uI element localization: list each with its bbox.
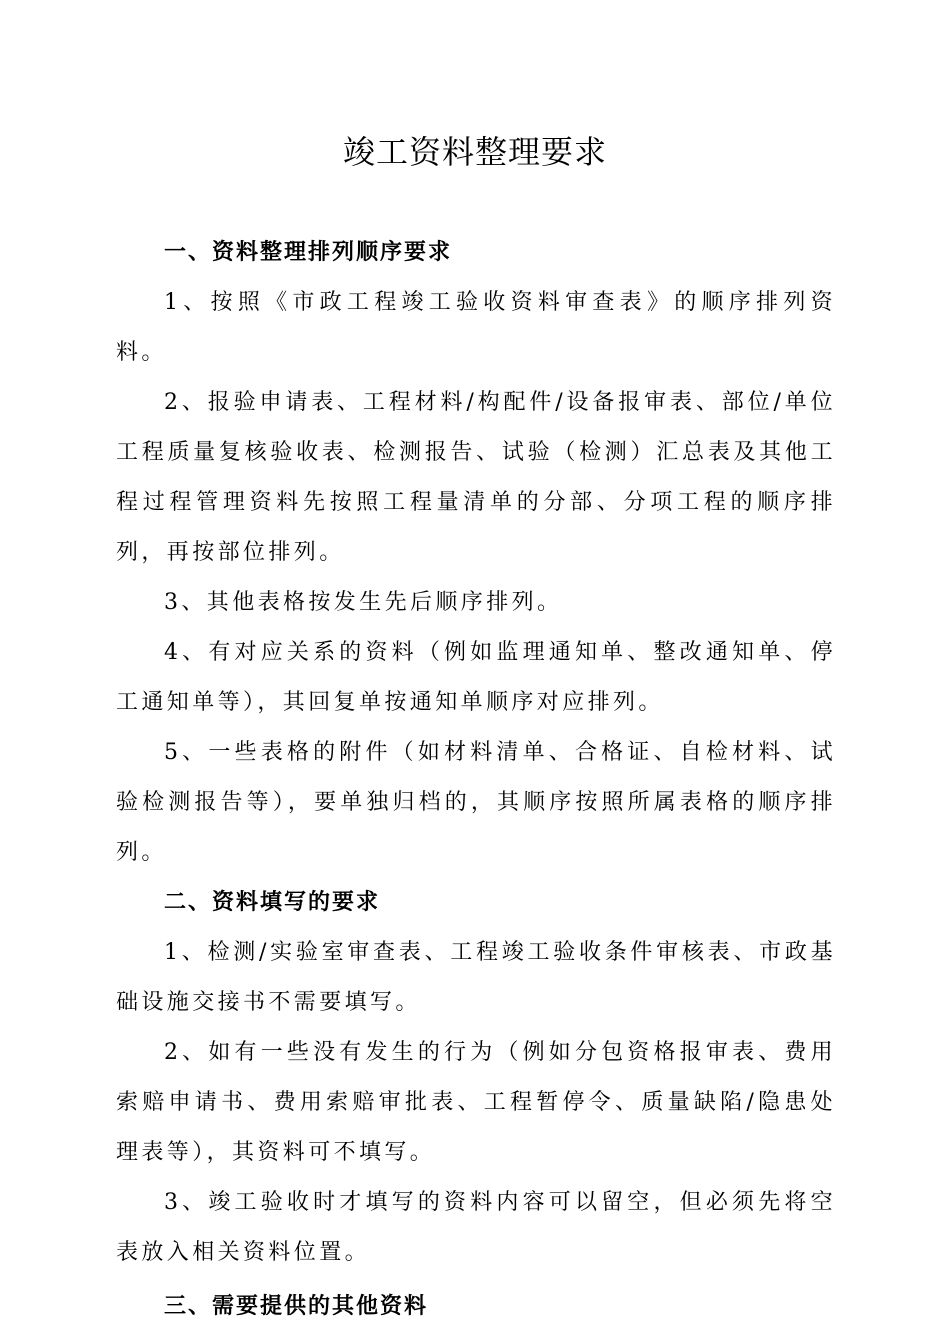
section-1-item-5: 5、一些表格的附件（如材料清单、合格证、自检材料、试验检测报告等），要单独归档的，其顺序按照所属表格的顺序排列。 xyxy=(116,740,836,865)
document-body xyxy=(116,228,836,1332)
section-1-item-2: 2、报验申请表、工程材料/构配件/设备报审表、部位/单位工程质量复核验收表、检测报告、试验（检测）汇总表及其他工程过程管理资料先按照工程量清单的分部、分项工程的顺序排列，再按部位排列。 xyxy=(116,390,836,565)
document-title: 竣工资料整理要求 xyxy=(342,133,607,171)
section-heading-1: 一、资料整理排列顺序要求 xyxy=(164,240,453,265)
section-1-item-4: 4、有对应关系的资料（例如监理通知单、整改通知单、停工通知单等），其回复单按通知单顺序对应排列。 xyxy=(116,640,836,715)
section-1-item-1: 1、按照《市政工程竣工验收资料审查表》的顺序排列资料。 xyxy=(116,290,836,365)
section-2-item-1: 1、检测/实验室审查表、工程竣工验收条件审核表、市政基础设施交接书不需要填写。 xyxy=(116,940,836,1015)
section-2-item-2: 2、如有一些没有发生的行为（例如分包资格报审表、费用索赔申请书、费用索赔审批表、工程暂停令、质量缺陷/隐患处理表等），其资料可不填写。 xyxy=(116,1040,836,1165)
section-2-item-3: 3、竣工验收时才填写的资料内容可以留空，但必须先将空表放入相关资料位置。 xyxy=(116,1190,836,1265)
section-heading-2: 二、资料填写的要求 xyxy=(164,890,381,915)
section-heading-3: 三、需要提供的其他资料 xyxy=(164,1294,429,1319)
section-1-item-3: 3、其他表格按发生先后顺序排列。 xyxy=(164,590,563,615)
